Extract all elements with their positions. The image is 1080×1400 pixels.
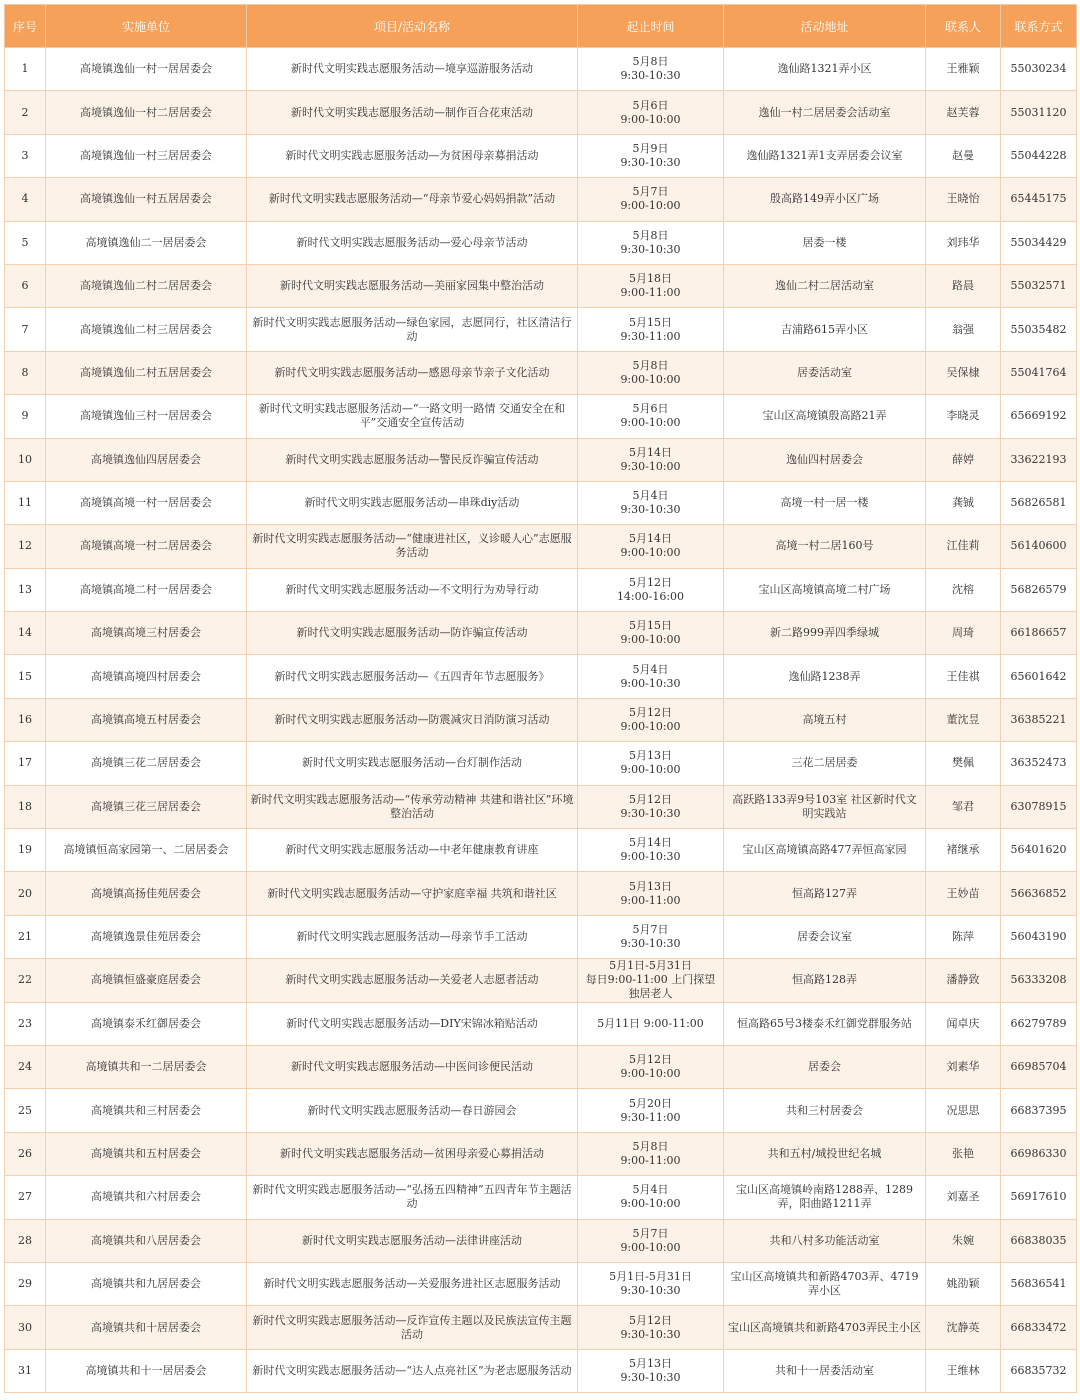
- cell-phone: 55032571: [1001, 264, 1077, 307]
- cell-time: 5月7日 9:00-10:00: [578, 178, 724, 221]
- cell-address: 逸仙二村二居活动室: [724, 264, 926, 307]
- cell-activity: 新时代文明实践志愿服务活动—贫困母亲爱心募捐活动: [247, 1132, 578, 1175]
- table-row: [5, 1262, 1077, 1305]
- cell-activity: 新时代文明实践志愿服务活动—美丽家园集中整治活动: [247, 264, 578, 307]
- cell-time: 5月6日 9:00-10:00: [578, 91, 724, 134]
- cell-address: 高境一村一居一楼: [724, 481, 926, 524]
- cell-address: 三花二居居委: [724, 742, 926, 785]
- cell-index: 8: [5, 351, 46, 394]
- cell-address: 居委会议室: [724, 915, 926, 958]
- cell-address: 高境五村: [724, 698, 926, 741]
- table-row: [5, 655, 1077, 698]
- cell-unit: 高境镇逸仙二村三居居委会: [46, 308, 247, 351]
- cell-time: 5月12日 9:30-10:30: [578, 785, 724, 828]
- cell-activity: 新时代文明实践志愿服务活动—反诈宣传主题以及民族法宣传主题活动: [247, 1306, 578, 1349]
- cell-activity: 新时代文明实践志愿服务活动—爱心母亲节活动: [247, 221, 578, 264]
- cell-index: 17: [5, 742, 46, 785]
- cell-address: 居委活动室: [724, 351, 926, 394]
- cell-activity: 新时代文明实践志愿服务活动—DIY宋锦冰箱贴活动: [247, 1002, 578, 1045]
- cell-unit: 高境镇高境一村一居居委会: [46, 481, 247, 524]
- cell-unit: 高境镇恒高家园第一、二居居委会: [46, 829, 247, 872]
- cell-time: 5月6日 9:00-10:00: [578, 395, 724, 438]
- table-row: [5, 612, 1077, 655]
- table-row: [5, 48, 1077, 91]
- table-row: [5, 785, 1077, 828]
- cell-index: 30: [5, 1306, 46, 1349]
- cell-unit: 高境镇逸仙一村一居居委会: [46, 48, 247, 91]
- cell-phone: 55035482: [1001, 308, 1077, 351]
- cell-phone: 55031120: [1001, 91, 1077, 134]
- cell-unit: 高境镇逸仙四居居委会: [46, 438, 247, 481]
- cell-address: 宝山区高境镇殷高路21弄: [724, 395, 926, 438]
- cell-activity: 新时代文明实践志愿服务活动—“弘扬五四精神”五四青年节主题活动: [247, 1176, 578, 1219]
- cell-index: 5: [5, 221, 46, 264]
- cell-phone: 55041764: [1001, 351, 1077, 394]
- table-row: [5, 481, 1077, 524]
- table-row: [5, 959, 1077, 1002]
- cell-time: 5月12日 9:30-10:30: [578, 1306, 724, 1349]
- cell-unit: 高境镇高境五村居委会: [46, 698, 247, 741]
- cell-address: 逸仙一村二居居委会活动室: [724, 91, 926, 134]
- cell-phone: 56826581: [1001, 481, 1077, 524]
- cell-index: 12: [5, 525, 46, 568]
- header-row: [5, 5, 1077, 48]
- cell-unit: 高境镇三花二居居委会: [46, 742, 247, 785]
- cell-contact: 褚继承: [926, 829, 1001, 872]
- cell-time: 5月20日 9:30-11:00: [578, 1089, 724, 1132]
- cell-unit: 高境镇共和三村居委会: [46, 1089, 247, 1132]
- cell-phone: 56043190: [1001, 915, 1077, 958]
- cell-time: 5月8日 9:00-10:00: [578, 351, 724, 394]
- cell-address: 宝山区高境镇高路477弄恒高家园: [724, 829, 926, 872]
- cell-phone: 66838035: [1001, 1219, 1077, 1262]
- cell-index: 13: [5, 568, 46, 611]
- cell-unit: 高境镇共和一二居居委会: [46, 1045, 247, 1088]
- cell-address: 恒高路128弄: [724, 959, 926, 1002]
- cell-contact: 董沈昱: [926, 698, 1001, 741]
- table-row: [5, 438, 1077, 481]
- cell-contact: 樊佩: [926, 742, 1001, 785]
- cell-phone: 66985704: [1001, 1045, 1077, 1088]
- cell-phone: 65601642: [1001, 655, 1077, 698]
- cell-address: 宝山区高境镇共和新路4703弄、4719弄小区: [724, 1262, 926, 1305]
- cell-unit: 高境镇泰禾红御居委会: [46, 1002, 247, 1045]
- cell-phone: 56333208: [1001, 959, 1077, 1002]
- cell-time: 5月4日 9:30-10:30: [578, 481, 724, 524]
- cell-contact: 刘玮华: [926, 221, 1001, 264]
- cell-activity: 新时代文明实践志愿服务活动—防诈骗宣传活动: [247, 612, 578, 655]
- col-header-phone: 联系方式: [1001, 5, 1077, 48]
- cell-time: 5月12日 9:00-10:00: [578, 1045, 724, 1088]
- cell-activity: 新时代文明实践志愿服务活动—感恩母亲节亲子文化活动: [247, 351, 578, 394]
- cell-index: 11: [5, 481, 46, 524]
- cell-contact: 潘静致: [926, 959, 1001, 1002]
- cell-address: 宝山区高境镇岭南路1288弄、1289弄，阳曲路1211弄: [724, 1176, 926, 1219]
- col-header-index: 序号: [5, 5, 46, 48]
- cell-phone: 66279789: [1001, 1002, 1077, 1045]
- cell-contact: 刘素华: [926, 1045, 1001, 1088]
- cell-activity: 新时代文明实践志愿服务活动—警民反诈骗宣传活动: [247, 438, 578, 481]
- cell-index: 21: [5, 915, 46, 958]
- table-row: [5, 351, 1077, 394]
- cell-phone: 56826579: [1001, 568, 1077, 611]
- cell-activity: 新时代文明实践志愿服务活动—“母亲节爱心妈妈捐款”活动: [247, 178, 578, 221]
- cell-index: 18: [5, 785, 46, 828]
- cell-address: 宝山区高境镇共和新路4703弄民主小区: [724, 1306, 926, 1349]
- cell-unit: 高境镇逸仙一村三居居委会: [46, 134, 247, 177]
- table-row: [5, 1219, 1077, 1262]
- cell-activity: 新时代文明实践志愿服务活动—中医问诊便民活动: [247, 1045, 578, 1088]
- cell-address: 高跃路133弄9号103室 社区新时代文明实践站: [724, 785, 926, 828]
- cell-index: 3: [5, 134, 46, 177]
- cell-time: 5月12日 9:00-10:00: [578, 698, 724, 741]
- cell-contact: 沈榕: [926, 568, 1001, 611]
- cell-index: 23: [5, 1002, 46, 1045]
- cell-address: 居委会: [724, 1045, 926, 1088]
- cell-phone: 66837395: [1001, 1089, 1077, 1132]
- cell-index: 25: [5, 1089, 46, 1132]
- cell-address: 居委一楼: [724, 221, 926, 264]
- table-row: [5, 568, 1077, 611]
- cell-phone: 55030234: [1001, 48, 1077, 91]
- cell-phone: 66186657: [1001, 612, 1077, 655]
- cell-address: 逸仙四村居委会: [724, 438, 926, 481]
- cell-unit: 高境镇共和五村居委会: [46, 1132, 247, 1175]
- cell-contact: 李晓灵: [926, 395, 1001, 438]
- cell-time: 5月13日 9:00-10:00: [578, 742, 724, 785]
- cell-phone: 65445175: [1001, 178, 1077, 221]
- cell-activity: 新时代文明实践志愿服务活动—中老年健康教育讲座: [247, 829, 578, 872]
- cell-activity: 新时代文明实践志愿服务活动—境享巡游服务活动: [247, 48, 578, 91]
- cell-activity: 新时代文明实践志愿服务活动—制作百合花束活动: [247, 91, 578, 134]
- cell-unit: 高境镇共和六村居委会: [46, 1176, 247, 1219]
- cell-unit: 高境镇三花三居居委会: [46, 785, 247, 828]
- cell-contact: 路晨: [926, 264, 1001, 307]
- cell-contact: 王佳祺: [926, 655, 1001, 698]
- cell-phone: 55044228: [1001, 134, 1077, 177]
- cell-activity: 新时代文明实践志愿服务活动—为贫困母亲募捐活动: [247, 134, 578, 177]
- cell-unit: 高境镇高境四村居委会: [46, 655, 247, 698]
- cell-phone: 56636852: [1001, 872, 1077, 915]
- cell-time: 5月8日 9:30-10:30: [578, 48, 724, 91]
- cell-time: 5月15日 9:00-10:00: [578, 612, 724, 655]
- col-header-unit: 实施单位: [46, 5, 247, 48]
- cell-time: 5月14日 9:00-10:00: [578, 525, 724, 568]
- cell-time: 5月8日 9:00-11:00: [578, 1132, 724, 1175]
- cell-address: 共和三村居委会: [724, 1089, 926, 1132]
- cell-unit: 高境镇共和八居居委会: [46, 1219, 247, 1262]
- cell-time: 5月1日-5月31日 每日9:00-11:00 上门探望独居老人: [578, 959, 724, 1002]
- cell-activity: 新时代文明实践志愿服务活动—法律讲座活动: [247, 1219, 578, 1262]
- cell-index: 9: [5, 395, 46, 438]
- table-row: [5, 1306, 1077, 1349]
- col-header-time: 起止时间: [578, 5, 724, 48]
- cell-time: 5月7日 9:30-10:30: [578, 915, 724, 958]
- cell-address: 共和十一居委活动室: [724, 1349, 926, 1392]
- cell-activity: 新时代文明实践志愿服务活动—母亲节手工活动: [247, 915, 578, 958]
- cell-address: 共和五村/城投世纪名城: [724, 1132, 926, 1175]
- cell-index: 14: [5, 612, 46, 655]
- cell-phone: 65669192: [1001, 395, 1077, 438]
- cell-activity: 新时代文明实践志愿服务活动—台灯制作活动: [247, 742, 578, 785]
- cell-contact: 王维林: [926, 1349, 1001, 1392]
- cell-phone: 63078915: [1001, 785, 1077, 828]
- cell-contact: 王雅颖: [926, 48, 1001, 91]
- cell-index: 26: [5, 1132, 46, 1175]
- table-row: [5, 395, 1077, 438]
- cell-address: 新二路999弄四季绿城: [724, 612, 926, 655]
- cell-unit: 高境镇共和十一居居委会: [46, 1349, 247, 1392]
- table-row: [5, 829, 1077, 872]
- cell-contact: 薛婷: [926, 438, 1001, 481]
- cell-unit: 高境镇逸仙二一居居委会: [46, 221, 247, 264]
- cell-phone: 66986330: [1001, 1132, 1077, 1175]
- cell-time: 5月13日 9:30-10:30: [578, 1349, 724, 1392]
- cell-contact: 陈萍: [926, 915, 1001, 958]
- cell-activity: 新时代文明实践志愿服务活动—串珠diy活动: [247, 481, 578, 524]
- cell-contact: 张艳: [926, 1132, 1001, 1175]
- cell-unit: 高境镇逸景佳苑居委会: [46, 915, 247, 958]
- col-header-contact: 联系人: [926, 5, 1001, 48]
- cell-index: 10: [5, 438, 46, 481]
- cell-contact: 沈静英: [926, 1306, 1001, 1349]
- cell-index: 31: [5, 1349, 46, 1392]
- col-header-activity: 项目/活动名称: [247, 5, 578, 48]
- table-row: [5, 221, 1077, 264]
- cell-activity: 新时代文明实践志愿服务活动—“达人点亮社区”为老志愿服务活动: [247, 1349, 578, 1392]
- cell-time: 5月9日 9:30-10:30: [578, 134, 724, 177]
- cell-activity: 新时代文明实践志愿服务活动—不文明行为劝导行动: [247, 568, 578, 611]
- cell-contact: 吴保棣: [926, 351, 1001, 394]
- cell-time: 5月1日-5月31日 9:30-10:30: [578, 1262, 724, 1305]
- cell-contact: 姚劭颖: [926, 1262, 1001, 1305]
- cell-unit: 高境镇逸仙二村二居居委会: [46, 264, 247, 307]
- cell-contact: 龚铖: [926, 481, 1001, 524]
- cell-time: 5月7日 9:00-10:00: [578, 1219, 724, 1262]
- cell-unit: 高境镇高境三村居委会: [46, 612, 247, 655]
- cell-contact: 朱婉: [926, 1219, 1001, 1262]
- cell-contact: 江佳莉: [926, 525, 1001, 568]
- cell-unit: 高境镇共和十居居委会: [46, 1306, 247, 1349]
- cell-address: 逸仙路1321弄小区: [724, 48, 926, 91]
- cell-unit: 高境镇逸仙三村一居居委会: [46, 395, 247, 438]
- cell-contact: 闻卓庆: [926, 1002, 1001, 1045]
- cell-activity: 新时代文明实践志愿服务活动—守护家庭幸福 共筑和谐社区: [247, 872, 578, 915]
- cell-index: 27: [5, 1176, 46, 1219]
- cell-contact: 邹君: [926, 785, 1001, 828]
- cell-contact: 王妙苗: [926, 872, 1001, 915]
- cell-phone: 66833472: [1001, 1306, 1077, 1349]
- cell-time: 5月14日 9:30-10:00: [578, 438, 724, 481]
- cell-address: 恒高路127弄: [724, 872, 926, 915]
- cell-contact: 况思思: [926, 1089, 1001, 1132]
- cell-phone: 36352473: [1001, 742, 1077, 785]
- cell-index: 4: [5, 178, 46, 221]
- cell-activity: 新时代文明实践志愿服务活动—关爱服务进社区志愿服务活动: [247, 1262, 578, 1305]
- cell-address: 逸仙路1321弄1支弄居委会议室: [724, 134, 926, 177]
- cell-time: 5月4日 9:00-10:00: [578, 1176, 724, 1219]
- cell-index: 19: [5, 829, 46, 872]
- cell-contact: 翁强: [926, 308, 1001, 351]
- table-row: [5, 308, 1077, 351]
- cell-unit: 高境镇逸仙一村二居居委会: [46, 91, 247, 134]
- table-row: [5, 134, 1077, 177]
- table-row: [5, 1045, 1077, 1088]
- cell-phone: 56917610: [1001, 1176, 1077, 1219]
- cell-phone: 56401620: [1001, 829, 1077, 872]
- cell-time: 5月13日 9:00-11:00: [578, 872, 724, 915]
- cell-address: 殷高路149弄小区广场: [724, 178, 926, 221]
- cell-address: 吉浦路615弄小区: [724, 308, 926, 351]
- table-row: [5, 872, 1077, 915]
- cell-unit: 高境镇逸仙二村五居居委会: [46, 351, 247, 394]
- cell-activity: 新时代文明实践志愿服务活动—“一路文明一路情 交通安全在和平”交通安全宣传活动: [247, 395, 578, 438]
- cell-time: 5月18日 9:00-11:00: [578, 264, 724, 307]
- table-row: [5, 742, 1077, 785]
- cell-index: 22: [5, 959, 46, 1002]
- cell-contact: 赵芙蓉: [926, 91, 1001, 134]
- cell-index: 7: [5, 308, 46, 351]
- cell-phone: 33622193: [1001, 438, 1077, 481]
- table-row: [5, 1132, 1077, 1175]
- cell-index: 6: [5, 264, 46, 307]
- cell-unit: 高境镇恒盛豪庭居委会: [46, 959, 247, 1002]
- cell-time: 5月4日 9:00-10:30: [578, 655, 724, 698]
- cell-address: 逸仙路1238弄: [724, 655, 926, 698]
- cell-activity: 新时代文明实践志愿服务活动—防震减灾日消防演习活动: [247, 698, 578, 741]
- cell-index: 1: [5, 48, 46, 91]
- table-row: [5, 178, 1077, 221]
- cell-unit: 高境镇高境一村二居居委会: [46, 525, 247, 568]
- cell-unit: 高境镇高扬佳苑居委会: [46, 872, 247, 915]
- cell-index: 29: [5, 1262, 46, 1305]
- cell-unit: 高境镇高境二村一居居委会: [46, 568, 247, 611]
- cell-activity: 新时代文明实践志愿服务活动—“传承劳动精神 共建和谐社区”环境整治活动: [247, 785, 578, 828]
- table-row: [5, 1349, 1077, 1392]
- table-row: [5, 915, 1077, 958]
- table-row: [5, 1089, 1077, 1132]
- cell-time: 5月11日 9:00-11:00: [578, 1002, 724, 1045]
- cell-contact: 王晓怡: [926, 178, 1001, 221]
- cell-address: 共和八村多功能活动室: [724, 1219, 926, 1262]
- cell-activity: 新时代文明实践志愿服务活动—绿色家园，志愿同行，社区清洁行动: [247, 308, 578, 351]
- cell-unit: 高境镇逸仙一村五居居委会: [46, 178, 247, 221]
- cell-activity: 新时代文明实践志愿服务活动—春日游园会: [247, 1089, 578, 1132]
- cell-activity: 新时代文明实践志愿服务活动—“健康进社区，义诊暖人心”志愿服务活动: [247, 525, 578, 568]
- cell-time: 5月8日 9:30-10:30: [578, 221, 724, 264]
- cell-index: 20: [5, 872, 46, 915]
- table-row: [5, 264, 1077, 307]
- cell-contact: 赵曼: [926, 134, 1001, 177]
- cell-index: 28: [5, 1219, 46, 1262]
- cell-activity: 新时代文明实践志愿服务活动—关爱老人志愿者活动: [247, 959, 578, 1002]
- cell-phone: 36385221: [1001, 698, 1077, 741]
- cell-unit: 高境镇共和九居居委会: [46, 1262, 247, 1305]
- cell-index: 16: [5, 698, 46, 741]
- table-row: [5, 91, 1077, 134]
- cell-address: 恒高路65号3楼泰禾红御党群服务站: [724, 1002, 926, 1045]
- cell-time: 5月12日 14:00-16:00: [578, 568, 724, 611]
- cell-activity: 新时代文明实践志愿服务活动—《五四青年节志愿服务》: [247, 655, 578, 698]
- cell-time: 5月15日 9:30-11:00: [578, 308, 724, 351]
- cell-contact: 刘嘉圣: [926, 1176, 1001, 1219]
- cell-phone: 66835732: [1001, 1349, 1077, 1392]
- cell-address: 宝山区高境镇高境二村广场: [724, 568, 926, 611]
- table-row: [5, 1002, 1077, 1045]
- cell-contact: 周琦: [926, 612, 1001, 655]
- cell-phone: 56836541: [1001, 1262, 1077, 1305]
- cell-index: 2: [5, 91, 46, 134]
- activity-table: [4, 4, 1077, 1393]
- col-header-address: 活动地址: [724, 5, 926, 48]
- cell-index: 24: [5, 1045, 46, 1088]
- cell-phone: 56140600: [1001, 525, 1077, 568]
- table-row: [5, 525, 1077, 568]
- table-row: [5, 698, 1077, 741]
- cell-index: 15: [5, 655, 46, 698]
- cell-address: 高境一村二居160号: [724, 525, 926, 568]
- cell-time: 5月14日 9:00-10:30: [578, 829, 724, 872]
- cell-phone: 55034429: [1001, 221, 1077, 264]
- table-row: [5, 1176, 1077, 1219]
